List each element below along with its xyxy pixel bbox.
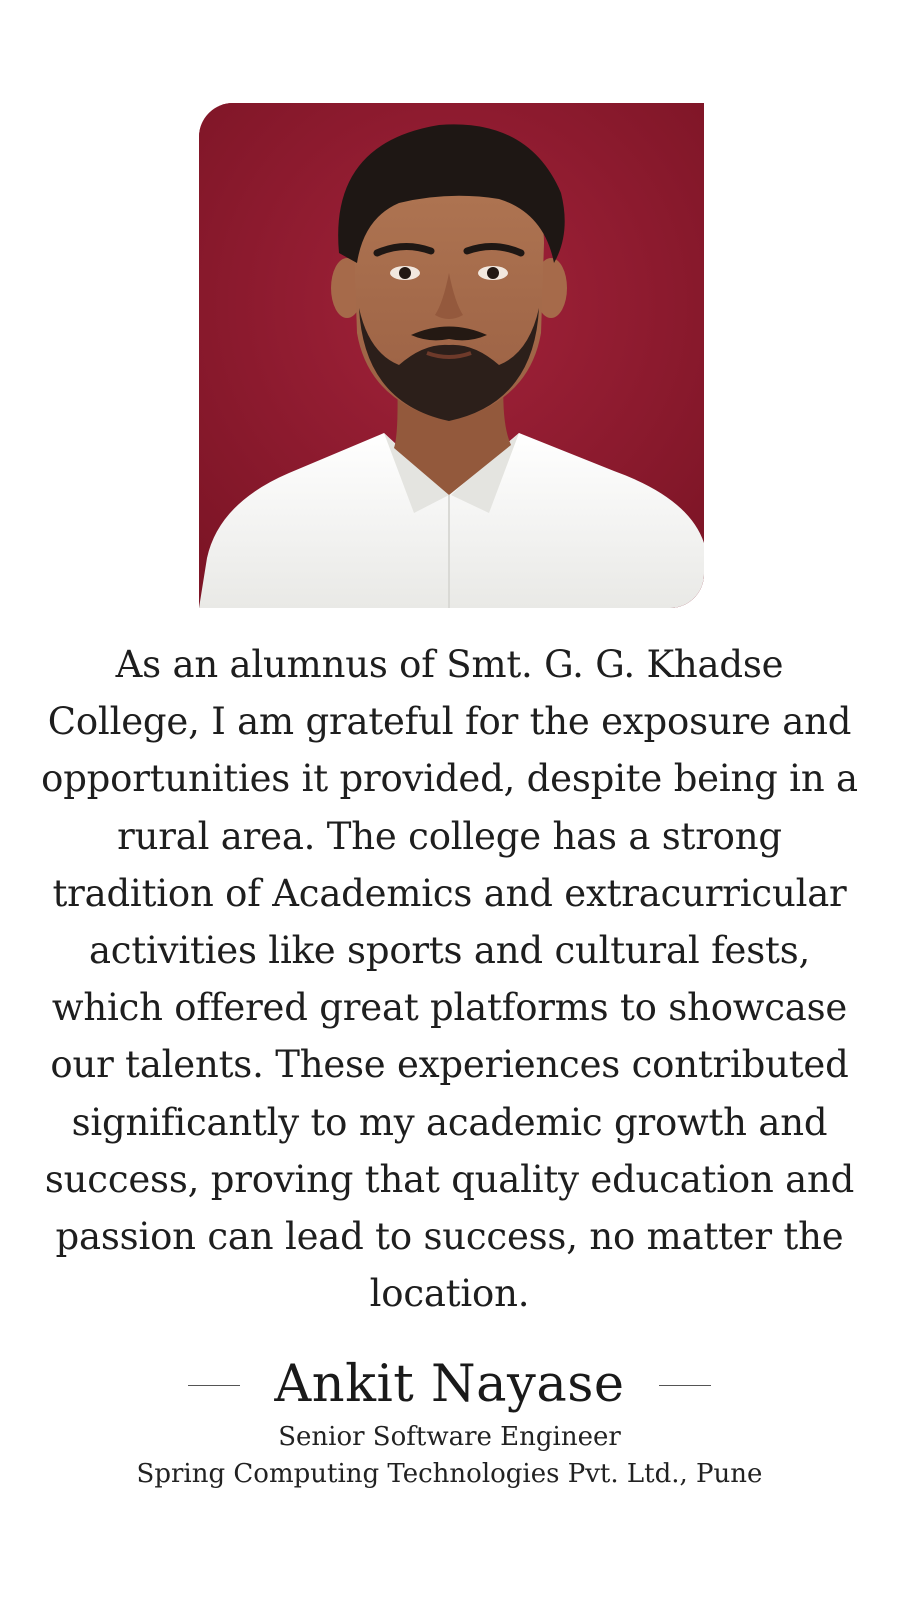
author-designation: Senior Software Engineer — [278, 1422, 621, 1452]
left-divider — [188, 1385, 240, 1386]
author-name-row — [0, 1352, 899, 1418]
portrait-photo — [199, 103, 704, 608]
right-divider — [659, 1385, 711, 1386]
author-company: Spring Computing Technologies Pvt. Ltd., Pune — [136, 1459, 763, 1489]
author-name: Ankit Nayase — [274, 1355, 625, 1414]
testimonial-quote: As an alumnus of Smt. G. G. Khadse College, I am grateful for the exposure and opportunities it provided, despite being in a rural area. The college has a strong tradition of Academics and extracurricular activities like sports and cultural fests, which offered great platforms to showcase our talents. These experiences contributed significantly to my academic growth and success, proving that quality education and passion can lead to success, no matter the location. — [41, 643, 858, 1316]
portrait-illustration — [199, 103, 704, 608]
